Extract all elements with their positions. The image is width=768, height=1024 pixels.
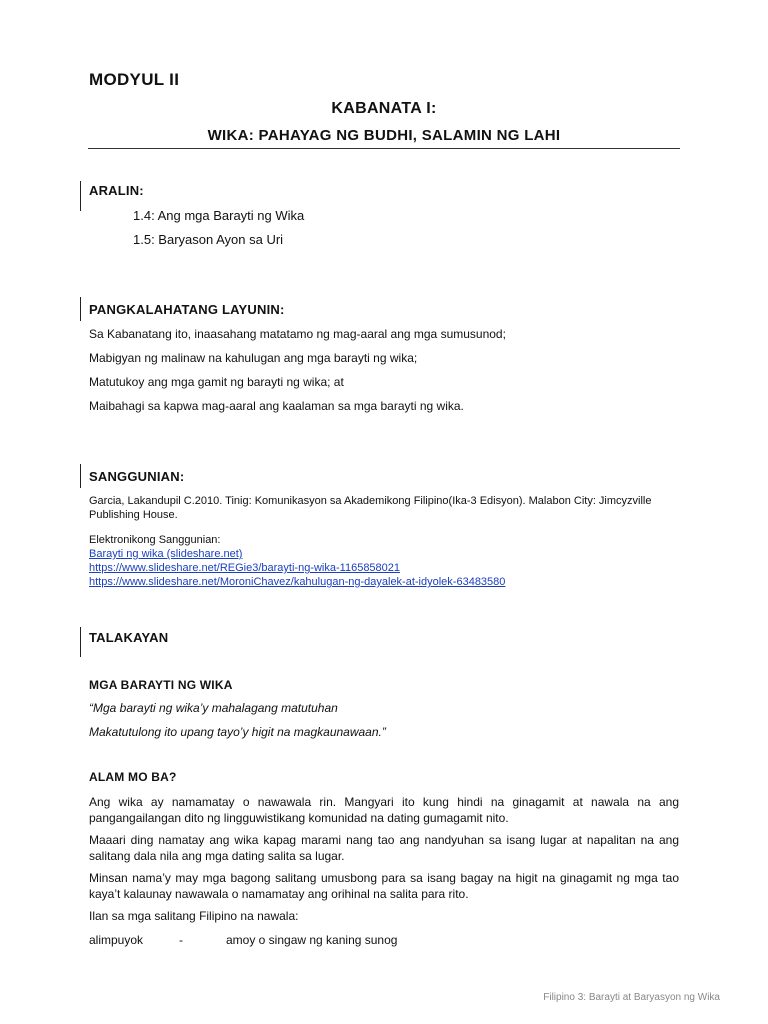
term-definition: amoy o singaw ng kaning sunog: [226, 933, 398, 947]
layunin-line-3: Matutukoy ang mga gamit ng barayti ng wika; at: [89, 375, 344, 389]
layunin-section-bar: [80, 297, 81, 321]
elektronikong-label: Elektronikong Sanggunian:: [89, 534, 221, 546]
talakayan-heading: TALAKAYAN: [89, 630, 169, 645]
aralin-item-2: 1.5: Baryason Ayon sa Uri: [133, 232, 284, 247]
layunin-line-1: Sa Kabanatang ito, inaasahang matatamo ng mag-aaral ang mga sumusunod;: [89, 327, 506, 341]
aralin-item-1: 1.4: Ang mga Barayti ng Wika: [133, 208, 305, 223]
reference-link-1[interactable]: Barayti ng wika (slideshare.net): [89, 548, 243, 560]
alam-mo-ba-heading: ALAM MO BA?: [89, 770, 177, 784]
chapter-title: KABANATA I:: [331, 100, 437, 117]
layunin-line-2: Mabigyan ng malinaw na kahulugan ang mga barayti ng wika;: [89, 351, 418, 365]
paragraph-2: Maaari ding namatay ang wika kapag marami nang tao ang nandyuhan sa isang lugar at napalitan na ang salitang dala nila ang mga dating salita sa lugar.: [89, 833, 679, 863]
layunin-line-4: Maibahagi sa kapwa mag-aaral ang kaalaman sa mga barayti ng wika.: [89, 399, 464, 413]
paragraph-1: Ang wika ay namamatay o nawawala rin. Mangyari ito kung hindi na ginagamit at nawala na ang pangangailangan dito ng lingguwistikang komunidad na dating gumagamit nito.: [89, 795, 679, 825]
title-divider: [88, 148, 680, 149]
sanggunian-heading: SANGGUNIAN:: [89, 469, 185, 484]
aralin-heading: ARALIN:: [89, 183, 144, 198]
layunin-heading: PANGKALAHATANG LAYUNIN:: [89, 302, 285, 317]
reference-link-3[interactable]: https://www.slideshare.net/MoroniChavez/kahulugan-ng-dayalek-at-idyolek-63483580: [89, 576, 506, 588]
page-footer: Filipino 3: Barayti at Baryasyon ng Wika: [543, 992, 720, 1003]
talakayan-section-bar: [80, 627, 81, 657]
aralin-section-bar: [80, 181, 81, 211]
chapter-subtitle: WIKA: PAHAYAG NG BUDHI, SALAMIN NG LAHI: [207, 127, 561, 144]
mga-barayti-heading: MGA BARAYTI NG WIKA: [89, 678, 233, 692]
sanggunian-section-bar: [80, 464, 81, 488]
term: alimpuyok: [89, 933, 144, 947]
quote-line-2: Makatutulong ito upang tayo’y higit na magkaunawaan.”: [89, 725, 386, 739]
term-dash: -: [179, 933, 183, 947]
ilan-line: Ilan sa mga salitang Filipino na nawala:: [89, 909, 299, 923]
reference-link-2[interactable]: https://www.slideshare.net/REGie3/barayti-ng-wika-1165858021: [89, 562, 401, 574]
module-title: MODYUL II: [89, 70, 180, 89]
sanggunian-citation: Garcia, Lakandupil C.2010. Tinig: Komunikasyon sa Akademikong Filipino(Ika-3 Edisyon). Malabon City: Jimcyzville Publishing House.: [89, 495, 652, 521]
quote-line-1: “Mga barayti ng wika’y mahalagang matutuhan: [89, 701, 338, 715]
paragraph-3: Minsan nama’y may mga bagong salitang umusbong para sa isang bagay na higit na ginagamit ng mga tao kaya’t kalaunay nawawala o namamatay ang orihinal na salita para rito.: [89, 871, 679, 901]
